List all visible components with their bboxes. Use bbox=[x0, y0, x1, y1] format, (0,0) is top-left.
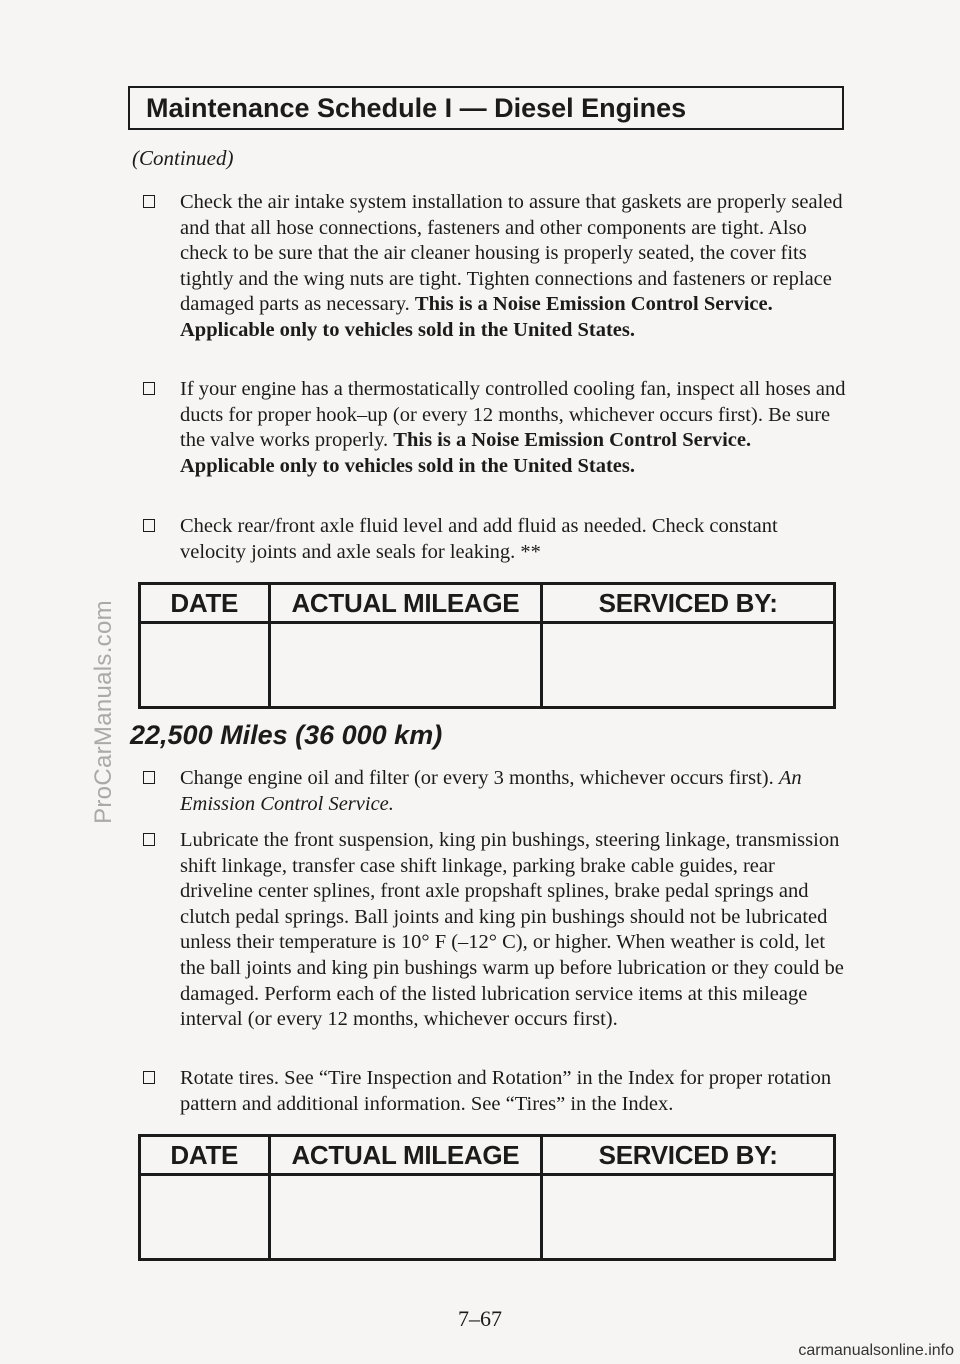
checkbox-icon[interactable] bbox=[143, 771, 155, 784]
service-log-table bbox=[138, 1134, 836, 1261]
header-actual-mileage: ACTUAL MILEAGE bbox=[269, 1136, 542, 1175]
header-date: DATE bbox=[140, 584, 270, 623]
header-serviced-by: SERVICED BY: bbox=[542, 584, 835, 623]
item-bold-note: This is a Noise Emission Control Service. Applicable only to vehicles sold in the United States. bbox=[180, 429, 752, 477]
checkbox-icon[interactable] bbox=[143, 519, 155, 532]
page-title: Maintenance Schedule I — Diesel Engines bbox=[128, 86, 844, 130]
table-header-row bbox=[140, 584, 835, 623]
mileage-cell[interactable] bbox=[269, 623, 542, 708]
checklist-item bbox=[180, 377, 848, 479]
item-italic-note: An Emission Control Service. bbox=[180, 767, 802, 815]
page-number: 7–67 bbox=[458, 1306, 502, 1331]
footer-watermark: carmanualsonline.info bbox=[798, 1342, 954, 1359]
checklist-item bbox=[180, 828, 848, 1033]
continued-label: (Continued) bbox=[132, 146, 234, 170]
checklist-item bbox=[180, 766, 848, 817]
side-watermark: ProCarManuals.com bbox=[90, 600, 117, 824]
item-text: Check the air intake system installation to assure that gaskets are properly sealed and that all hose connections, fasteners and other components are tight. Also check to be sure that the air cleaner housing is properly seated, the cover fits tightly and the wing nuts are tight. Tighten connections and fasteners or replace damaged parts as necessary. bbox=[180, 191, 843, 316]
checkbox-icon[interactable] bbox=[143, 1071, 155, 1084]
checklist-item bbox=[180, 190, 848, 344]
header-actual-mileage: ACTUAL MILEAGE bbox=[269, 584, 542, 623]
serviced-by-cell[interactable] bbox=[542, 623, 835, 708]
date-cell[interactable] bbox=[140, 1175, 270, 1260]
service-log-table bbox=[138, 582, 836, 709]
item-text: If your engine has a thermostatically controlled cooling fan, inspect all hoses and ducts for proper hook–up (or every 12 months, whichever occurs first). Be sure the valve works properly. bbox=[180, 378, 846, 452]
item-text: Lubricate the front suspension, king pin bushings, steering linkage, transmission shift linkage, transfer case shift linkage, parking brake cable guides, rear driveline center splines, front axle propshaft splines, brake pedal springs and clutch pedal springs. Ball joints and king pin bushings should not be lubricated unless their temperature is 10° F (–12° C), or higher. When weather is cold, let the ball joints and king pin bushings warm up before lubrication or they could be damaged. Perform each of the listed lubrication service items at this mileage interval (or every 12 months, whichever occurs first). bbox=[180, 829, 844, 1031]
table-row bbox=[140, 1175, 835, 1260]
item-text: Change engine oil and filter (or every 3 months, whichever occurs first). bbox=[180, 767, 779, 789]
date-cell[interactable] bbox=[140, 623, 270, 708]
header-serviced-by: SERVICED BY: bbox=[542, 1136, 835, 1175]
checkbox-icon[interactable] bbox=[143, 382, 155, 395]
checkbox-icon[interactable] bbox=[143, 833, 155, 846]
section-heading: 22,500 Miles (36 000 km) bbox=[130, 720, 443, 750]
item-text: Check rear/front axle fluid level and add fluid as needed. Check constant velocity joints and axle seals for leaking. ** bbox=[180, 515, 778, 563]
checkbox-icon[interactable] bbox=[143, 195, 155, 208]
item-text: Rotate tires. See “Tire Inspection and Rotation” in the Index for proper rotation pattern and additional information. See “Tires” in the Index. bbox=[180, 1067, 832, 1115]
table-header-row bbox=[140, 1136, 835, 1175]
mileage-cell[interactable] bbox=[269, 1175, 542, 1260]
header-date: DATE bbox=[140, 1136, 270, 1175]
table-row bbox=[140, 623, 835, 708]
item-bold-note: This is a Noise Emission Control Service. Applicable only to vehicles sold in the United States. bbox=[180, 293, 773, 341]
serviced-by-cell[interactable] bbox=[542, 1175, 835, 1260]
checklist-item bbox=[180, 514, 848, 565]
checklist-item bbox=[180, 1066, 848, 1117]
